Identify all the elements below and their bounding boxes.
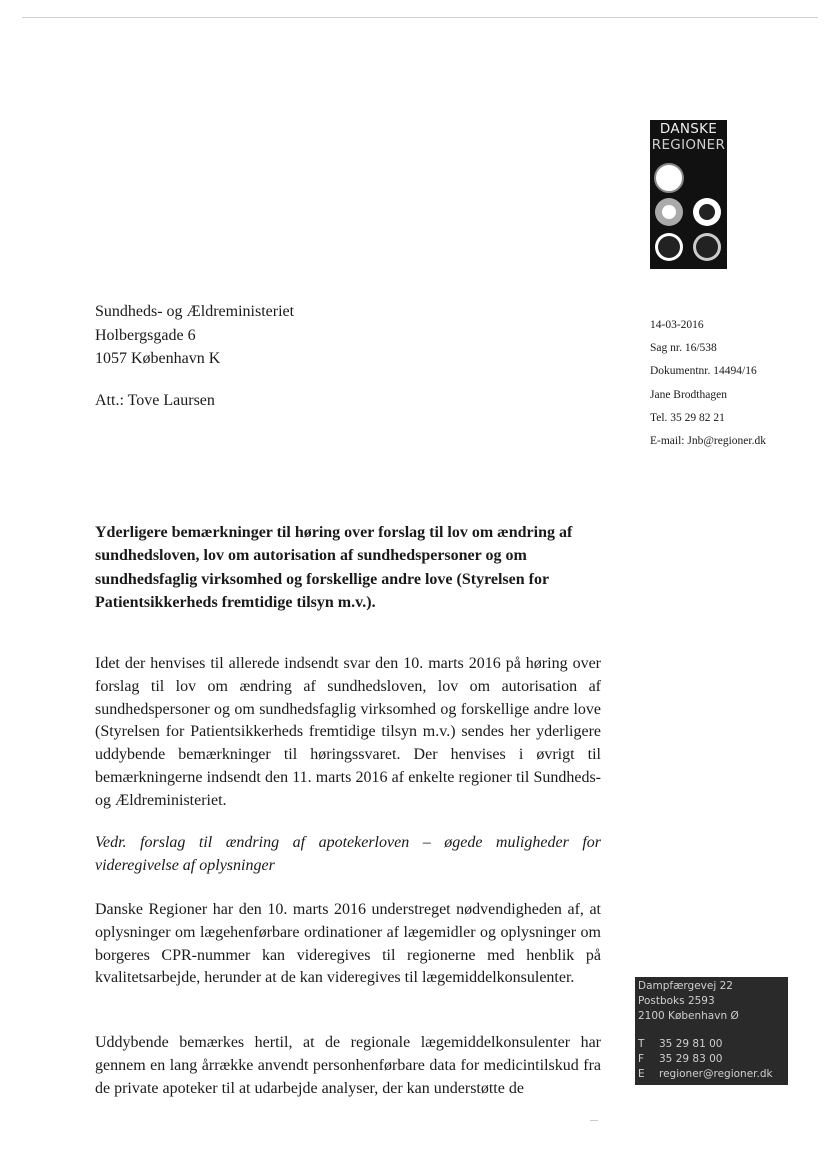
- contact-phone: Tel. 35 29 82 21: [650, 411, 725, 424]
- logo-circles-icon: [650, 154, 727, 269]
- letter-metadata: [650, 314, 766, 453]
- paragraph-3: Uddybende bemærkes hertil, at de regionale lægemiddelkonsulenter har gennem en lang årrække anvendt personhenførbare data for medicintilskud fra de private apoteker til at udarbejde analyser, der kan understøtte de: [95, 1034, 601, 1097]
- sender-address-1: Dampfærgevej 22: [638, 980, 733, 992]
- sender-email-label: E: [638, 1068, 645, 1080]
- top-divider: [22, 17, 818, 18]
- recipient-city: 1057 København K: [95, 350, 221, 367]
- sender-contact-box: [635, 977, 788, 1085]
- logo-text-line2: REGIONER: [651, 137, 726, 153]
- sender-tel-label: T: [638, 1038, 645, 1050]
- paragraph-2: Danske Regioner har den 10. marts 2016 understreget nødvendigheden af, at oplysninger om lægehenførbare ordinationer af lægemidler og oplysninger om borgeres CPR-nummer kan videregives til regionerne med henblik på kvalitetsarbejde, herunder at de kan videregives til lægemiddelkonsulenter.: [95, 901, 601, 987]
- sender-fax: 35 29 83 00: [659, 1053, 723, 1065]
- sender-email: regioner@regioner.dk: [659, 1068, 773, 1080]
- recipient-street: Holbergsgade 6: [95, 326, 196, 344]
- letter-heading: Yderligere bemærkninger til høring over forslag til lov om ændring af sundhedsloven, lov om autorisation af sundhedspersoner og om sundhedsfaglig virksomhed og forskellige andre love (Styrelsen for Patientsikkerheds fremtidige tilsyn m.v.).: [95, 524, 573, 611]
- section-subheading: Vedr. forslag til ændring af apotekerloven – øgede muligheder for videregivelse af oplysninger: [95, 834, 601, 874]
- danske-regioner-logo: [650, 120, 727, 269]
- logo-text-line1: DANSKE: [659, 121, 718, 137]
- case-number: Sag nr. 16/538: [650, 342, 717, 355]
- paragraph-1: Idet der henvises til allerede indsendt svar den 10. marts 2016 på høring over forslag til lov om ændring af sundhedsloven, lov om autorisation af sundhedspersoner og om sundhedsfaglig virksomhed og forskellige andre love (Styrelsen for Patientsikkerheds fremtidige tilsyn m.v.) sendes her yderligere uddybende bemærkninger til høringssvaret. Der henvises i øvrigt til bemærkningerne indsendt den 11. marts 2016 af enkelte regioner til Sundheds- og Ældreministeriet.: [95, 655, 601, 809]
- contact-email: E-mail: Jnb@regioner.dk: [650, 435, 766, 448]
- letter-date: 14-03-2016: [650, 319, 704, 331]
- scan-mark: [590, 1120, 598, 1121]
- recipient-attention: Att.: Tove Laursen: [95, 392, 215, 409]
- recipient-address: [95, 300, 294, 371]
- document-number: Dokumentnr. 14494/16: [650, 365, 757, 378]
- recipient-name: Sundheds- og Ældreministeriet: [95, 303, 295, 320]
- sender-tel: 35 29 81 00: [659, 1038, 723, 1050]
- sender-fax-label: F: [638, 1053, 645, 1065]
- sender-address-2: Postboks 2593: [638, 995, 715, 1007]
- sender-address-3: 2100 København Ø: [638, 1010, 739, 1022]
- contact-person: Jane Brodthagen: [650, 388, 727, 401]
